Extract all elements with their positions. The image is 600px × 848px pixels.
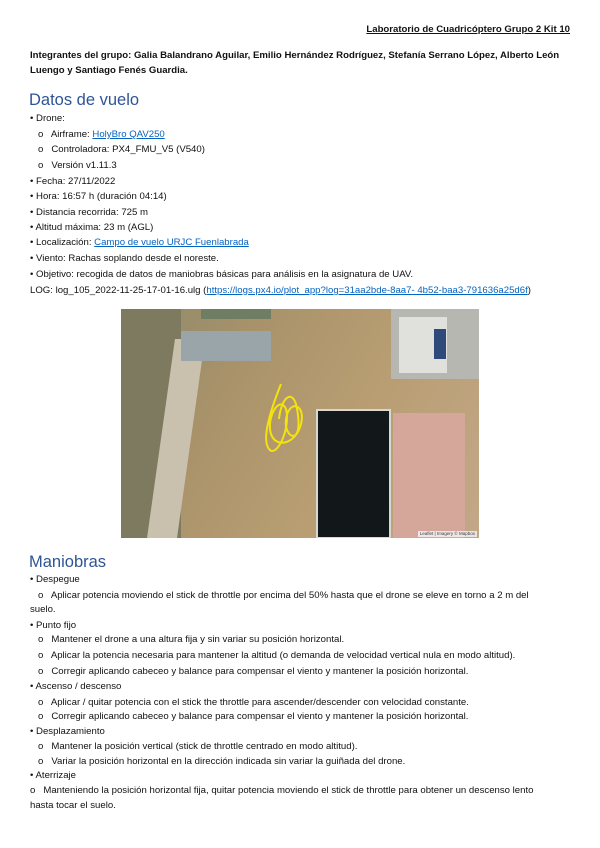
section-heading-maneuvers: Maniobras: [29, 553, 107, 571]
document-header: Laboratorio de Cuadricóptero Grupo 2 Kit 10: [366, 24, 570, 35]
location-link[interactable]: Campo de vuelo URJC Fuenlabrada: [94, 237, 249, 248]
maneuver-title: • Punto fijo: [30, 620, 77, 631]
flight-path: [121, 309, 479, 538]
location-item: • Localización: Campo de vuelo URJC Fuenlabrada: [30, 237, 249, 248]
maneuver-step: o Corregir aplicando cabeceo y balance para compensar el viento y mantener la posición horizontal.: [38, 711, 469, 722]
altitude-item: • Altitud máxima: 23 m (AGL): [30, 222, 154, 233]
version-item: o Versión v1.11.3: [38, 160, 117, 171]
maneuver-step: o Mantener el drone a una altura fija y sin variar su posición horizontal.: [38, 634, 345, 645]
distance-item: • Distancia recorrida: 725 m: [30, 207, 149, 218]
objective-item: • Objetivo: recogida de datos de maniobras básicas para análisis en la asignatura de UAV.: [30, 269, 414, 280]
section-heading-flight-data: Datos de vuelo: [29, 91, 140, 109]
maneuver-step: o Aplicar la potencia necesaria para mantener la altitud (o demanda de velocidad vertical nula en modo altitud).: [38, 650, 516, 661]
maneuver-step: o Aplicar potencia moviendo el stick de throttle por encima del 50% hasta que el drone se eleve en torno a 2 m del: [38, 590, 529, 601]
time-item: • Hora: 16:57 h (duración 04:14): [30, 191, 167, 202]
maneuver-title: • Ascenso / descenso: [30, 681, 122, 692]
maneuver-title: • Desplazamiento: [30, 726, 105, 737]
flight-map-image: [121, 309, 479, 538]
wind-item: • Viento: Rachas soplando desde el noreste.: [30, 253, 219, 264]
maneuver-step: o Variar la posición horizontal en la dirección indicada sin variar la guiñada del drone.: [38, 756, 406, 767]
controller-item: o Controladora: PX4_FMU_V5 (V540): [38, 144, 205, 155]
maneuver-step-cont: suelo.: [30, 604, 56, 615]
maneuver-step: o Mantener la posición vertical (stick de throttle centrado en modo altitud).: [38, 741, 358, 752]
maneuver-step: o Corregir aplicando cabeceo y balance para compensar el viento y mantener la posición horizontal.: [38, 666, 469, 677]
airframe-link[interactable]: HolyBro QAV250: [92, 129, 165, 140]
members-line-1: Integrantes del grupo: Galia Balandrano Aguilar, Emilio Hernández Rodríguez, Stefanía Serrano López, Alberto León: [30, 50, 560, 61]
members-line-2: Luengo y Santiago Fenés Guardia.: [30, 65, 188, 76]
maneuver-title: • Despegue: [30, 574, 80, 585]
log-item: LOG: log_105_2022-11-25-17-01-16.ulg (https://logs.px4.io/plot_app?log=31aa2bde-8aa7- 4b52-baa3-791636a25d6f): [30, 285, 531, 296]
drone-label: • Drone:: [30, 113, 65, 124]
date-item: • Fecha: 27/11/2022: [30, 176, 116, 187]
maneuver-step: o Aplicar / quitar potencia con el stick the throttle para ascender/descender con velocidad constante.: [38, 697, 469, 708]
maneuver-title: • Aterrizaje: [30, 770, 77, 781]
log-link[interactable]: https://logs.px4.io/plot_app?log=31aa2bde-8aa7- 4b52-baa3-791636a25d6f: [206, 285, 528, 296]
map-attribution[interactable]: Leaflet | Imagery © Mapbox: [419, 531, 475, 536]
airframe-item: o Airframe: HolyBro QAV250: [38, 129, 165, 140]
maneuver-step-cont: hasta tocar el suelo.: [30, 800, 116, 811]
maneuver-step: o Manteniendo la posición horizontal fija, quitar potencia moviendo el stick de throttle para obtener un descenso lento: [30, 785, 534, 796]
